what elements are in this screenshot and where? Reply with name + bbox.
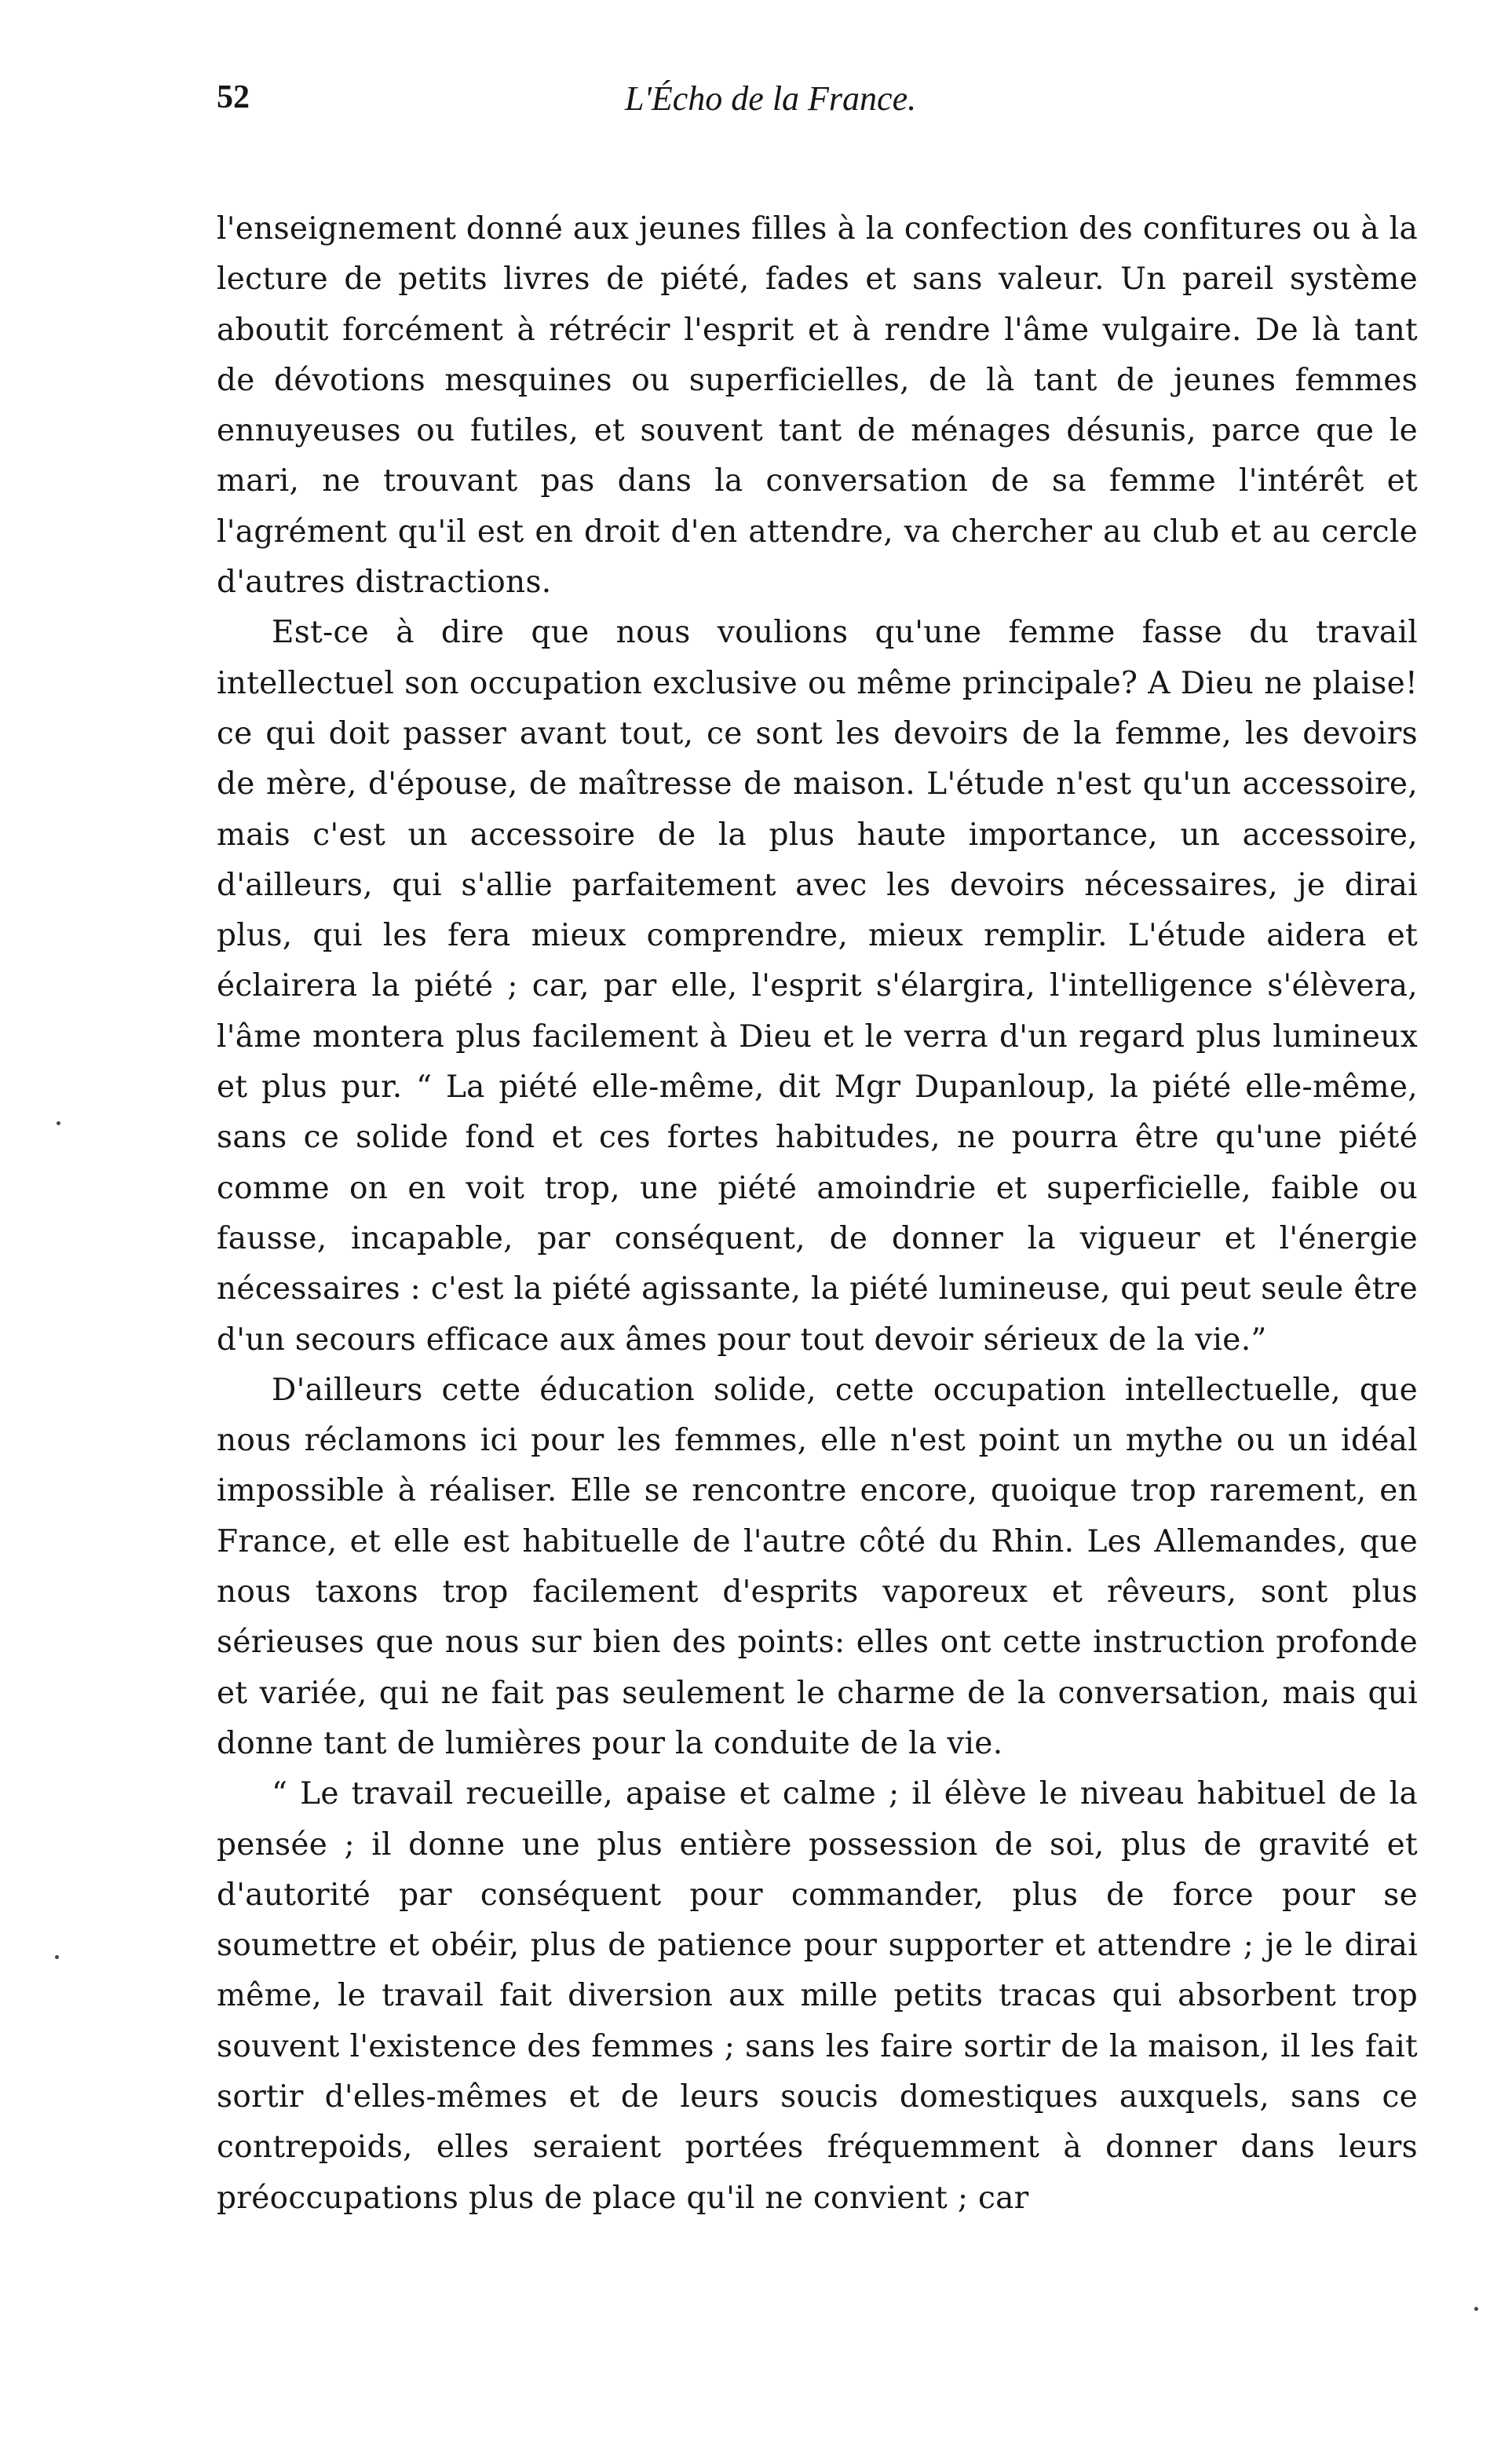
paragraph-2: Est-ce à dire que nous voulions qu'une femme fasse du travail intellectuel son occupation exclusive ou même principale? A Dieu ne plaise! ce qui doit passer avant tout, ce sont les devoirs de la femme, les devoirs de mère, d'épouse, de maîtresse de maison. L'étude n'est qu'un accessoire, mais c'est un accessoire de la plus haute importance, un accessoire, d'ailleurs, qui s'allie parfaitement avec les devoirs nécessaires, je dirai plus, qui les fera mieux comprendre, mieux remplir. L'étude aidera et éclairera la piété ; car, par elle, l'esprit s'élargira, l'intelligence s'élèvera, l'âme montera plus facilement à Dieu et le verra d'un regard plus lumineux et plus pur. “ La piété elle-même, dit Mgr Dupanloup, la piété elle-même, sans ce solide fond et ces fortes habitudes, ne pourra être qu'une piété comme on en voit trop, une piété amoindrie et superficielle, faible ou fausse, incapable, par conséquent, de donner la vigueur et l'énergie nécessaires : c'est la piété agissante, la piété lumineuse, qui peut seule être d'un secours efficace aux âmes pour tout devoir sérieux de la vie.”	[217, 615, 1418, 1358]
body-text	[217, 204, 1418, 2224]
page-number: 52	[217, 79, 250, 115]
paragraph-3: D'ailleurs cette éducation solide, cette occupation intellectuelle, que nous réclamons ici pour les femmes, elle n'est point un mythe ou un idéal impossible à réaliser. Elle se rencontre encore, quoique trop rarement, en France, et elle est habituelle de l'autre côté du Rhin. Les Allemandes, que nous taxons trop facilement d'esprits vaporeux et rêveurs, sont plus sérieuses que nous sur bien des points: elles ont cette instruction profonde et variée, qui ne fait pas seulement le charme de la conversation, mais qui donne tant de lumières pour la conduite de la vie.	[217, 1372, 1418, 1761]
paragraph-1: l'enseignement donné aux jeunes filles à la confection des confitures ou à la lecture de petits livres de piété, fades et sans valeur. Un pareil système aboutit forcément à rétrécir l'esprit et à rendre l'âme vulgaire. De là tant de dévotions mesquines ou superficielles, de là tant de jeunes femmes ennuyeuses ou futiles, et souvent tant de ménages désunis, parce que le mari, ne trouvant pas dans la conversation de sa femme l'intérêt et l'agrément qu'il est en droit d'en attendre, va chercher au club et au cercle d'autres distractions.	[217, 211, 1418, 601]
book-page	[217, 79, 1418, 2224]
paragraph-4: “ Le travail recueille, apaise et calme ; il élève le niveau habituel de la pensée ; il donne une plus entière possession de soi, plus de gravité et d'autorité par conséquent pour commander, plus de force pour se soumettre et obéir, plus de patience pour supporter et attendre ; je le dirai même, le travail fait diversion aux mille petits tracas qui absorbent trop souvent l'existence des femmes ; sans les faire sortir de la maison, il les fait sortir d'elles-mêmes et de leurs soucis domestiques auxquels, sans ce contrepoids, elles seraient portées fréquemment à donner dans leurs préoccupations plus de place qu'il ne convient ; car	[217, 1776, 1418, 2216]
page-header	[217, 79, 1418, 141]
margin-speck	[55, 1955, 59, 1959]
running-title: L'Écho de la France.	[625, 79, 917, 118]
margin-speck	[1474, 2307, 1478, 2311]
margin-speck	[57, 1121, 60, 1125]
